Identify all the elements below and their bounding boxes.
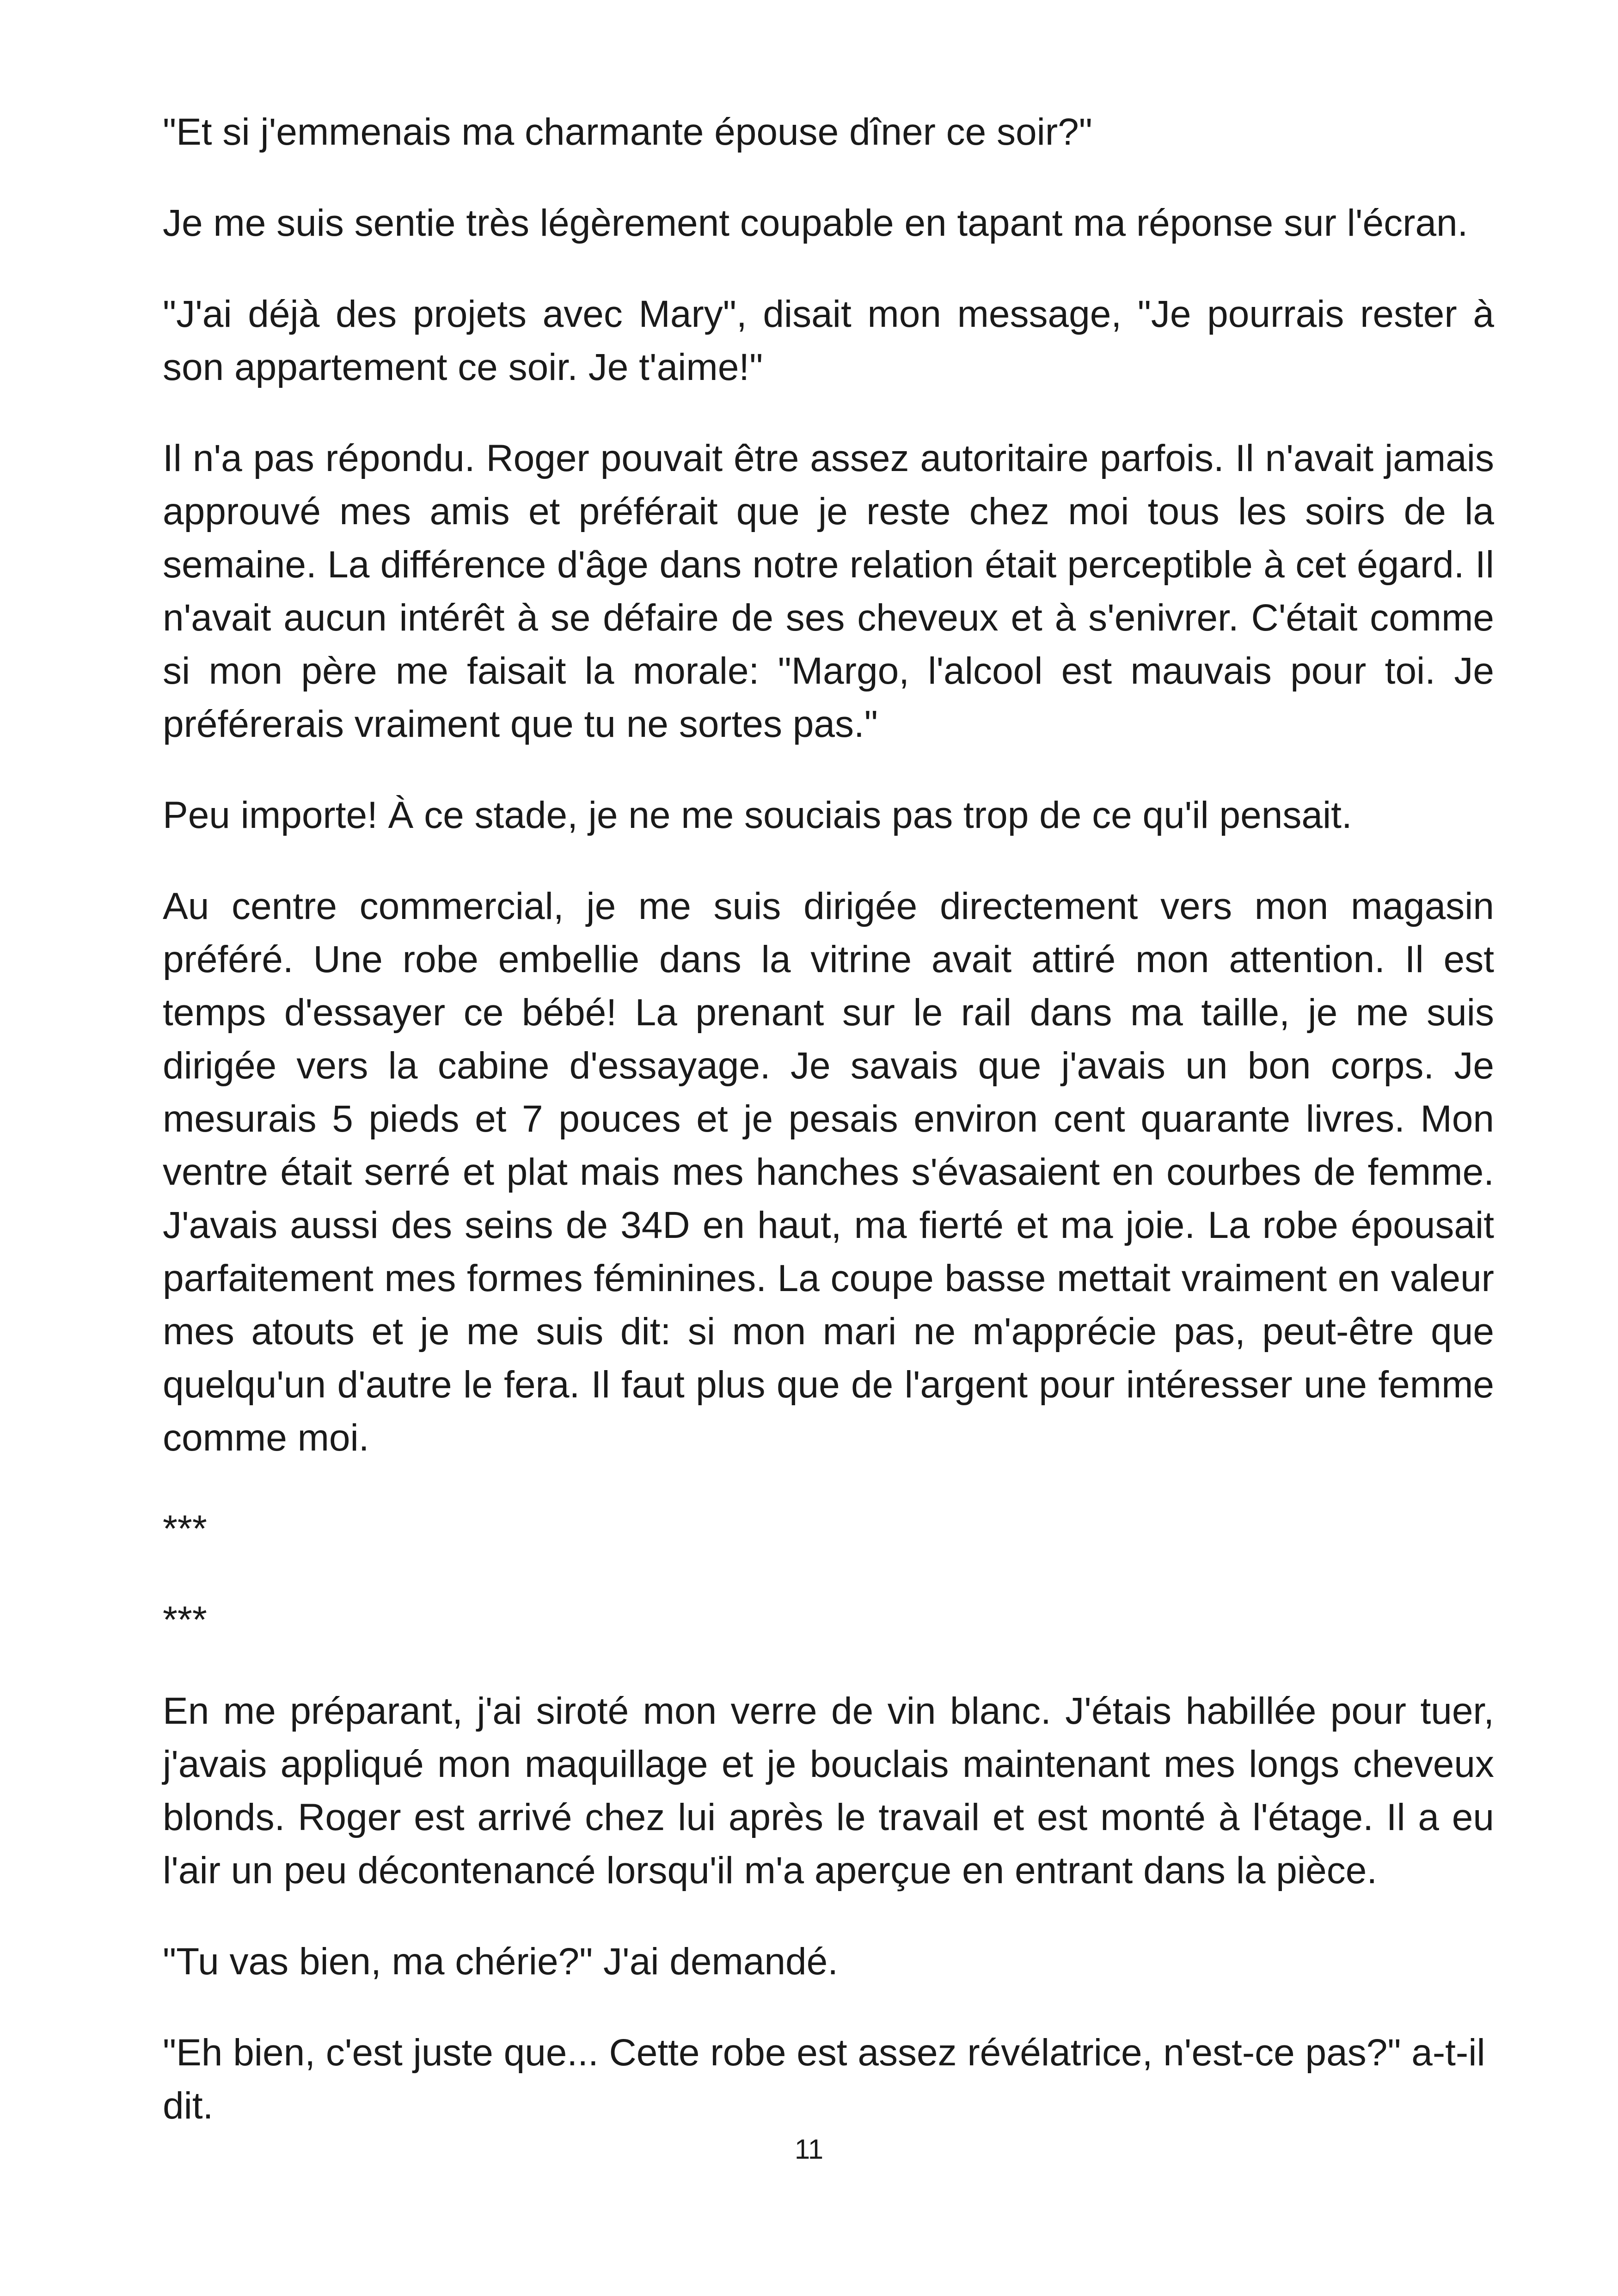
paragraph-6: Au centre commercial, je me suis dirigée directement vers mon magasin préféré. Une robe embellie dans la vitrine avait attiré mon attention. Il est temps d'essayer ce bébé! La prenant sur le rail dans ma taille, je me suis dirigée vers la cabine d'essayage. Je savais que j'avais un bon corps. Je mesurais 5 pieds et 7 pouces et je pesais environ cent quarante livres. Mon ventre était serré et plat mais mes hanches s'évasaient en courbes de femme. J'avais aussi des seins de 34D en haut, ma fierté et ma joie. La robe épousait parfaitement mes formes féminines. La coupe basse mettait vraiment en valeur mes atouts et je me suis dit: si mon mari ne m'apprécie pas, peut-être que quelqu'un d'autre le fera. Il faut plus que de l'argent pour intéresser une femme comme moi. bbox=[163, 885, 1494, 1459]
paragraph-8: "Tu vas bien, ma chérie?" J'ai demandé. bbox=[163, 1941, 839, 1983]
section-separator-1: *** bbox=[163, 1508, 207, 1550]
page-number: 11 bbox=[794, 2134, 824, 2165]
section-separator-2: *** bbox=[163, 1599, 207, 1641]
paragraph-7: En me préparant, j'ai siroté mon verre de vin blanc. J'étais habillée pour tuer, j'avais appliqué mon maquillage et je bouclais maintenant mes longs cheveux blonds. Roger est arrivé chez lui après le travail et est monté à l'étage. Il a eu l'air un peu décontenancé lorsqu'il m'a aperçue en entrant dans la pièce. bbox=[163, 1690, 1494, 1892]
paragraph-5: Peu importe! À ce stade, je ne me souciais pas trop de ce qu'il pensait. bbox=[163, 794, 1352, 836]
paragraph-3: "J'ai déjà des projets avec Mary", disait mon message, "Je pourrais rester à son appartement ce soir. Je t'aime!" bbox=[163, 293, 1494, 388]
paragraph-2: Je me suis sentie très légèrement coupable en tapant ma réponse sur l'écran. bbox=[163, 202, 1468, 244]
paragraph-9: "Eh bien, c'est juste que... Cette robe est assez révélatrice, n'est-ce pas?" a-t-il dit. bbox=[163, 2032, 1485, 2127]
paragraph-1: "Et si j'emmenais ma charmante épouse dîner ce soir?" bbox=[163, 111, 1092, 153]
page-body bbox=[163, 105, 1494, 2170]
paragraph-4: Il n'a pas répondu. Roger pouvait être assez autoritaire parfois. Il n'avait jamais approuvé mes amis et préférait que je reste chez moi tous les soirs de la semaine. La différence d'âge dans notre relation était perceptible à cet égard. Il n'avait aucun intérêt à se défaire de ses cheveux et à s'enivrer. C'était comme si mon père me faisait la morale: "Margo, l'alcool est mauvais pour toi. Je préférerais vraiment que tu ne sortes pas." bbox=[163, 437, 1494, 745]
